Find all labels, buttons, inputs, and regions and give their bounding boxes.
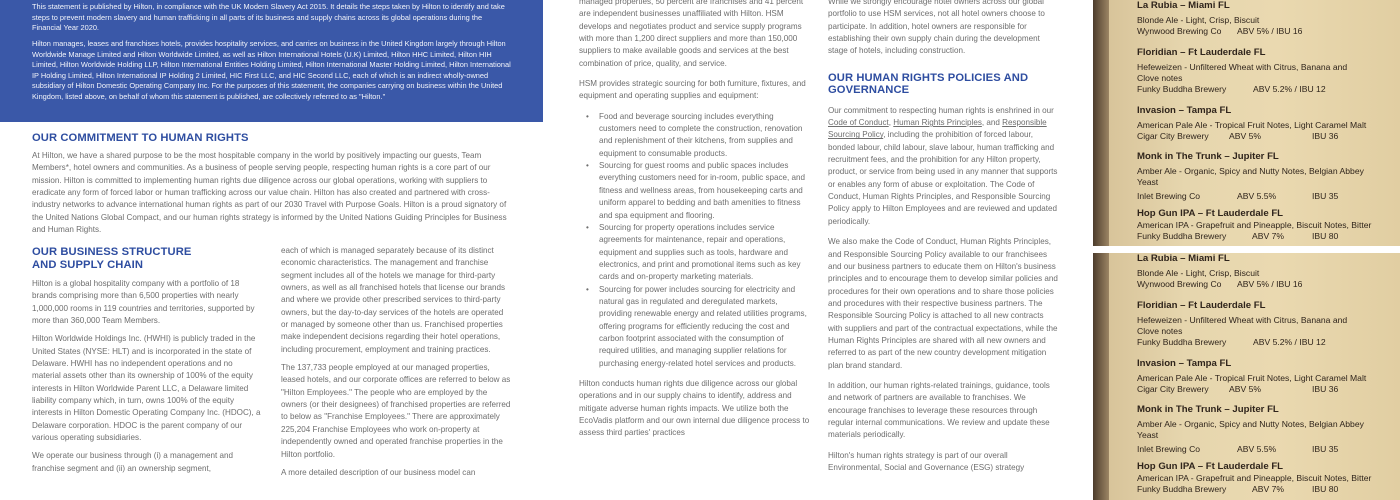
list-item-text: Sourcing for guest rooms and public spaces includes everything customers need for in-room, public space, and fitness and wellness areas, from housekeeping carts and uniform apparel to bedding and bath amenities to fitness and spa equipment and flooring. bbox=[599, 161, 806, 220]
beer-entry bbox=[1137, 358, 1397, 395]
sourcing-list bbox=[579, 111, 811, 370]
beer-details bbox=[1137, 444, 1397, 455]
human-rights-principles-link[interactable]: Human Rights Principles bbox=[893, 118, 982, 128]
business-column-1 bbox=[32, 278, 262, 481]
paragraph: Hilton's human rights strategy is part of our overall Environmental, Social and Governance (ESG) strategy bbox=[828, 450, 1025, 472]
list-item bbox=[586, 222, 811, 284]
beer-abv: ABV 5.5% bbox=[1237, 444, 1277, 454]
beer-entry bbox=[1137, 105, 1397, 142]
beer-brewery: Funky Buddha Brewery bbox=[1137, 231, 1227, 241]
beer-abv: ABV 7% bbox=[1252, 484, 1285, 494]
list-item-text: Sourcing for power includes sourcing for electricity and natural gas in regulated and deregulated markets, providing renewable energy and related utilities programs, offering programs for efficiently reducing the cost and carbon footprint associated with the consumption of required utilities, and managing supplier relations for purchasing energy-related hotel services and products. bbox=[599, 284, 807, 368]
beer-entry bbox=[1137, 0, 1397, 37]
beer-ibu: IBU 36 bbox=[1312, 131, 1339, 141]
beer-abv: ABV 5% bbox=[1229, 131, 1262, 141]
responsible-sourcing-policy-link[interactable]: Responsible Sourcing Policy bbox=[828, 118, 1047, 140]
beer-description: Blonde Ale - Light, Crisp, Biscuit bbox=[1137, 268, 1260, 278]
heading-line: OUR BUSINESS STRUCTURE bbox=[32, 246, 192, 258]
beer-ibu: IBU 35 bbox=[1312, 444, 1339, 454]
beer-brewery: Wynwood Brewing Co bbox=[1137, 26, 1222, 36]
beer-brewery: Inlet Brewing Co bbox=[1137, 191, 1201, 201]
heading-line: OUR HUMAN RIGHTS POLICIES AND bbox=[828, 71, 1029, 84]
beer-entry bbox=[1137, 208, 1397, 242]
board-edge bbox=[1093, 0, 1109, 246]
beer-entry bbox=[1137, 404, 1397, 455]
list-item bbox=[586, 160, 811, 222]
photo-divider bbox=[1093, 246, 1400, 253]
heading-line: AND SUPPLY CHAIN bbox=[32, 258, 144, 271]
document-page-right bbox=[543, 0, 1093, 500]
beer-details bbox=[1137, 279, 1397, 290]
beer-name: La Rubia – Miami FL bbox=[1137, 0, 1230, 11]
business-structure-heading bbox=[32, 246, 232, 271]
commitment-heading: OUR COMMITMENT TO HUMAN RIGHTS bbox=[32, 132, 249, 144]
beer-abv: ABV 7% bbox=[1252, 231, 1285, 241]
list-item-text: Food and beverage sourcing includes everything customers need to complete the construction, renovation and replenishment of their kitchens, from supplies and equipment to consumable products. bbox=[599, 111, 803, 158]
beer-abv: ABV 5.5% bbox=[1237, 191, 1277, 201]
paragraph: The 137,733 people employed at our managed properties, leased hotels, and our corporate offices are referred to below as "Hilton Employees." The people who are employed by the owners (or their designees) of franchised properties are referred to below as "Franchise Employees." There are approximately 225,204 Franchise Employees who work on-property at independently owned and operated franchise properties in the Hilton portfolio. bbox=[281, 363, 511, 459]
text-run: , including the prohibition of forced labour, bonded labour, child labour, slave labour, human trafficking and recruitment fees, and the prohibition for any Hilton property, product, or service from being used in any manner that supports or enables any form of abuse or exploitation. The Code of Conduct, Human Rights Principles, and Responsible Sourcing Policy apply to Hilton Employees and are reviewed and updated periodically. bbox=[828, 130, 1058, 226]
text-run: , bbox=[888, 118, 891, 128]
beer-description: American IPA - Grapefruit and Pineapple, Biscuit Notes, Bitter bbox=[1137, 220, 1372, 230]
beer-abv: ABV 5.2% / IBU 12 bbox=[1253, 337, 1326, 347]
paragraph: HSM provides strategic sourcing for both furniture, fixtures, and equipment and operating supplies and equipment: bbox=[579, 79, 806, 101]
beer-name: Monk in The Trunk – Jupiter FL bbox=[1137, 404, 1279, 415]
list-item bbox=[586, 284, 811, 370]
beer-abv: ABV 5% / IBU 16 bbox=[1237, 26, 1303, 36]
beer-description: Amber Ale - Organic, Spicy and Nutty Notes, Belgian Abbey Yeast bbox=[1137, 419, 1364, 440]
beer-brewery: Wynwood Brewing Co bbox=[1137, 279, 1222, 289]
beer-brewery: Cigar City Brewery bbox=[1137, 384, 1209, 394]
paragraph: We also make the Code of Conduct, Human Rights Principles, and Responsible Sourcing Policy available to our franchisees and our business partners to educate them on Hilton's business principles and to encourage them to develop similar policies and procedures for their own operations and to share those policies and procedures with their respective business partners. The Responsible Sourcing Policy is attached to all new contracts with suppliers and part of the contractual expectations, while the Human Rights Principles are shared with all new owners and referred to as part of the new country development mitigation plan brand standard. bbox=[828, 237, 1058, 370]
intro-paragraph-2: Hilton manages, leases and franchises hotels, provides hospitality services, and carries on business in the United Kingdom largely through Hilton Worldwide Manage Limited and Hilton Worldwide Limited, as well as Hilton International Hotels (U.K) Limited, Hilton HHC Limited, Hilton HIH Limited, Hilton Worldwide Holding LLP, Hilton International Entities Holding Limited, Hilton International Master Holding Limited, Hilton International IP Holding Limited, Hilton International IP Holding 2 Limited, HIC First LLC, and HIC Second LLC, each of which is an indirect wholly-owned subsidiary of Hilton Domestic Operating Company Inc. For the purposes of this statement, the companies carrying on business within the United Kingdom, listed above, on behalf of whom this statement is published, are collectively referred to as "Hilton." bbox=[32, 39, 511, 101]
beer-details bbox=[1137, 26, 1397, 37]
document-page-left bbox=[0, 0, 543, 500]
paragraph: A more detailed description of our business model can bbox=[281, 467, 476, 477]
paragraph: In addition, our human rights-related trainings, guidance, tools and network of partners are available to franchises. We encourage franchises to leverage these resources through regular internal communications. We review and update these materials periodically. bbox=[828, 380, 1050, 440]
paragraph: Hilton conducts human rights due diligence across our global operations and in our supply chains to identify, address and mitigate adverse human rights impacts. We utilize both the EcoVadis platform and our own internal due diligence process to assess third parties' practices bbox=[579, 378, 810, 438]
beer-entry bbox=[1137, 253, 1397, 290]
bullet-icon: • bbox=[586, 284, 589, 294]
intro-banner bbox=[0, 0, 543, 122]
beer-brewery: Inlet Brewing Co bbox=[1137, 444, 1201, 454]
paragraph bbox=[828, 105, 1060, 228]
beer-brewery: Funky Buddha Brewery bbox=[1137, 337, 1227, 347]
board-edge bbox=[1093, 253, 1109, 500]
beer-name: Hop Gun IPA – Ft Lauderdale FL bbox=[1137, 208, 1284, 219]
beer-brewery: Funky Buddha Brewery bbox=[1137, 484, 1227, 494]
beer-description: American IPA - Grapefruit and Pineapple, Biscuit Notes, Bitter bbox=[1137, 473, 1372, 483]
beer-name: Floridian – Ft Lauderdale FL bbox=[1137, 47, 1266, 58]
beer-details bbox=[1137, 131, 1397, 142]
beer-abv: ABV 5% / IBU 16 bbox=[1237, 279, 1303, 289]
beer-entry bbox=[1137, 300, 1397, 348]
beer-brewery: Cigar City Brewery bbox=[1137, 131, 1209, 141]
beer-name: Hop Gun IPA – Ft Lauderdale FL bbox=[1137, 461, 1284, 472]
bullet-icon: • bbox=[586, 222, 589, 232]
paragraph: While we strongly encourage hotel owners across our global portfolio to use HSM services, not all hotel owners choose to participate. In addition, hotel owners are responsible for establishing their own supply chain during the development stage of hotels, including construction. bbox=[828, 0, 1045, 56]
beer-description: Hefeweizen - Unfiltered Wheat with Citrus, Banana and Clove notes bbox=[1137, 315, 1348, 336]
beer-description: Hefeweizen - Unfiltered Wheat with Citrus, Banana and Clove notes bbox=[1137, 62, 1348, 83]
business-column-2 bbox=[281, 245, 511, 485]
beer-details bbox=[1137, 191, 1397, 202]
intro-paragraph-1: This statement is published by Hilton, in compliance with the UK Modern Slavery Act 2015. It details the steps taken by Hilton to identify and take steps to prevent modern slavery and human trafficking in all parts of its business and supply chains across its global operations during the Financial Year 2020. bbox=[32, 2, 505, 33]
list-item-text: Sourcing for property operations includes service agreements for maintenance, repair and operations, equipment and supplies such as tools, hardware and electronics, and print and promotional items such as key cards and on-property marketing materials. bbox=[599, 222, 801, 282]
bullet-icon: • bbox=[586, 111, 589, 121]
text-run: Our commitment to respecting human rights is enshrined in our bbox=[828, 105, 1054, 115]
paragraph: each of which is managed separately because of its distinct economic characteristics. The management and franchise segment includes all of the hotels we manage for third-party owners, as well as all franchised hotels that license our brands and where we provide other prescribed services to third-party owners, but the day-to-day services of the hotels are operated or managed by someone other than us. Franchised properties make independent decisions regarding their hotel operations, including procurement, employment and training practices. bbox=[281, 246, 506, 354]
human-rights-policies-heading bbox=[828, 72, 1060, 97]
beer-entry bbox=[1137, 47, 1397, 95]
paragraph: We operate our business through (i) a management and franchise segment and (ii) an ownership segment, bbox=[32, 451, 233, 473]
bullet-icon: • bbox=[586, 161, 589, 171]
beer-name: Invasion – Tampa FL bbox=[1137, 358, 1232, 369]
beer-entry bbox=[1137, 461, 1397, 495]
beer-name: Monk in The Trunk – Jupiter FL bbox=[1137, 151, 1279, 162]
beer-name: La Rubia – Miami FL bbox=[1137, 253, 1230, 264]
text-run: , and bbox=[981, 118, 1000, 128]
paragraph: Hilton Worldwide Holdings Inc. (HWHI) is publicly traded in the United States (NYSE: HLT) and is incorporated in the state of Delaware. HWHI has no independent operations and no material assets other than its ownership of 100% of the equity interests in Hilton Worldwide Parent LLC, a Delaware limited liability company which, in turn, owns 100% of the equity interests in Hilton Domestic Operating Company Inc. (HDOC), a Delaware corporation. HDOC is the parent company of our various operating subsidiaries. bbox=[32, 334, 261, 443]
beer-ibu: IBU 80 bbox=[1312, 484, 1339, 494]
beer-details bbox=[1137, 84, 1397, 95]
beer-ibu: IBU 35 bbox=[1312, 191, 1339, 201]
beer-description: Amber Ale - Organic, Spicy and Nutty Notes, Belgian Abbey Yeast bbox=[1137, 166, 1364, 187]
supply-chain-column bbox=[579, 0, 811, 448]
beer-abv: ABV 5.2% / IBU 12 bbox=[1253, 84, 1326, 94]
paragraph: Hilton is a global hospitality company with a portfolio of 18 brands comprising more than 6,500 properties with nearly 1,000,000 rooms in 119 countries and territories, supported by more than 360,000 Team Members. bbox=[32, 279, 255, 326]
beer-description: Blonde Ale - Light, Crisp, Biscuit bbox=[1137, 15, 1260, 25]
beer-entry bbox=[1137, 151, 1397, 202]
beer-name: Invasion – Tampa FL bbox=[1137, 105, 1232, 116]
policies-column bbox=[828, 0, 1060, 482]
beer-abv: ABV 5% bbox=[1229, 384, 1262, 394]
beer-ibu: IBU 80 bbox=[1312, 231, 1339, 241]
beer-brewery: Funky Buddha Brewery bbox=[1137, 84, 1227, 94]
list-item bbox=[586, 111, 811, 160]
beer-menu-photo-2 bbox=[1093, 253, 1400, 500]
beer-details bbox=[1137, 337, 1397, 348]
beer-details bbox=[1137, 484, 1397, 495]
beer-description: American Pale Ale - Tropical Fruit Notes, Light Caramel Malt bbox=[1137, 120, 1367, 130]
beer-details bbox=[1137, 231, 1397, 242]
beer-ibu: IBU 36 bbox=[1312, 384, 1339, 394]
commitment-paragraph: At Hilton, we have a shared purpose to be the most hospitable company in the world by positively impacting our guests, Team Members*, hotel owners and communities. As a business of people serving people, respecting human rights is a core part of our mission. Hilton is committed to implementing human rights due diligence across our global operations, working with suppliers to eradicate any form of forced labor or human trafficking across our value chain. Hilton has also created and partnered with cross-industry networks to advance international human rights as part of our 2030 Travel with Purpose Goals. Hilton is a proud signatory of the United Nations Global Compact, and our human rights strategy is informed by the United Nations Guiding Principles for Business and Human Rights. bbox=[32, 151, 507, 235]
beer-description: American Pale Ale - Tropical Fruit Notes, Light Caramel Malt bbox=[1137, 373, 1367, 383]
beer-details bbox=[1137, 384, 1397, 395]
beer-name: Floridian – Ft Lauderdale FL bbox=[1137, 300, 1266, 311]
code-of-conduct-link[interactable]: Code of Conduct bbox=[828, 118, 889, 128]
heading-line: GOVERNANCE bbox=[828, 84, 910, 97]
paragraph: managed properties, 50 percent are franchises and 41 percent are independent businesses unaffiliated with Hilton. HSM develops and negotiates product and service supply programs with more than 1,200 direct suppliers and more than 150,000 suppliers to make available goods and services at the best combination of price, quality, and service. bbox=[579, 0, 804, 68]
beer-menu-photo-1 bbox=[1093, 0, 1400, 246]
